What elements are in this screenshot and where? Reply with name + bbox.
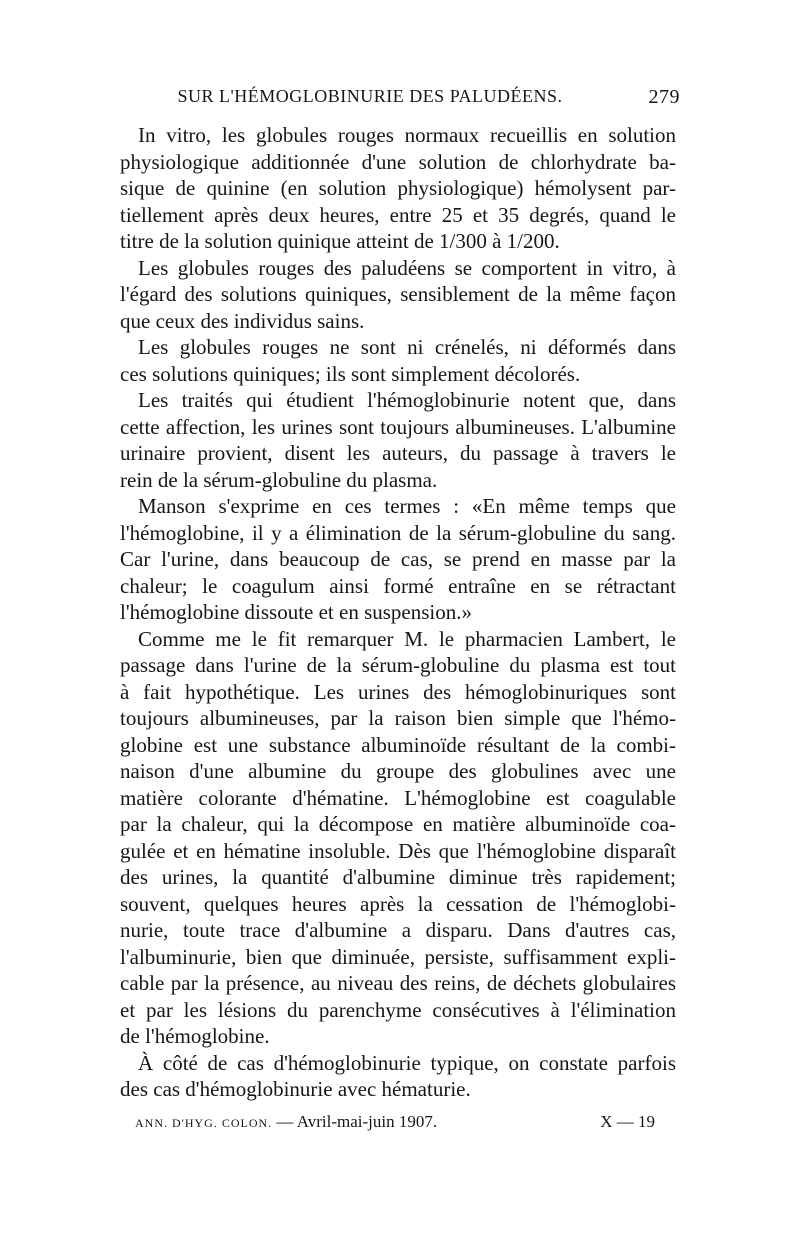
text-line: urinaire provient, disent les auteurs, du passage à travers le bbox=[120, 441, 676, 465]
text-line: matière colorante d'hématine. L'hémoglobine est coagulable bbox=[120, 785, 676, 810]
text-line: gulée et en hématine insoluble. Dès que l'hémoglobine disparaît bbox=[120, 838, 676, 863]
page-number: 279 bbox=[648, 86, 680, 108]
text-line: Les traités qui étudient l'hémoglobinurie notent que, dans bbox=[138, 388, 676, 412]
text-line: Les globules rouges des paludéens se comportent in vitro, à bbox=[138, 255, 676, 280]
text-line: cable par la présence, au niveau des reins, de déchets globulaires bbox=[120, 971, 676, 995]
text-line: de l'hémoglobine. bbox=[120, 1024, 270, 1048]
footer-citation bbox=[135, 1112, 437, 1132]
page-footer bbox=[135, 1112, 655, 1138]
text-line: tiellement après deux heures, entre 25 et 35 degrés, quand le bbox=[120, 202, 676, 227]
running-title: SUR L'HÉMOGLOBINURIE DES PALUDÉENS. bbox=[177, 86, 563, 106]
text-line: Car l'urine, dans beaucoup de cas, se prend en masse par la bbox=[120, 547, 676, 571]
text-line: que ceux des individus sains. bbox=[120, 308, 365, 333]
text-line: In vitro, les globules rouges normaux recueillis en solution bbox=[138, 123, 676, 147]
text-line: ces solutions quiniques; ils sont simplement décolorés. bbox=[120, 361, 581, 386]
text-line: globine est une substance albuminoïde résultant de la combi- bbox=[120, 732, 676, 757]
text-line: des urines, la quantité d'albumine diminue très rapidement; bbox=[120, 865, 676, 889]
text-line: l'égard des solutions quiniques, sensiblement de la même façon bbox=[120, 282, 676, 306]
footer-date: Avril-mai-juin 1907. bbox=[296, 1112, 438, 1131]
text-line: par la chaleur, qui la décompose en matière albuminoïde coa- bbox=[120, 812, 676, 836]
text-line: l'albuminurie, bien que diminuée, persiste, suffisamment expli- bbox=[120, 944, 676, 969]
running-head bbox=[120, 86, 680, 116]
text-line: À côté de cas d'hémoglobinurie typique, on constate parfois bbox=[138, 1050, 676, 1075]
text-line: Manson s'exprime en ces termes : «En même temps que bbox=[138, 494, 676, 518]
text-line: toujours albumineuses, par la raison bien simple que l'hémo- bbox=[120, 706, 676, 730]
footer-dash: — bbox=[276, 1112, 294, 1131]
text-line: souvent, quelques heures après la cessation de l'hémoglobi- bbox=[120, 891, 676, 916]
body-text bbox=[120, 122, 676, 1103]
text-line: titre de la solution quinique atteint de 1/300 à 1/200. bbox=[120, 229, 560, 253]
text-line: chaleur; le coagulum ainsi formé entraîne en se rétractant bbox=[120, 573, 676, 598]
text-line: physiologique additionnée d'une solution de chlorhydrate ba- bbox=[120, 149, 676, 174]
text-line: cette affection, les urines sont toujours albumineuses. L'albumine bbox=[120, 414, 676, 439]
text-line: rein de la sérum-globuline du plasma. bbox=[120, 467, 438, 492]
text-line: Comme me le fit remarquer M. le pharmacien Lambert, le bbox=[138, 626, 676, 651]
journal-abbreviation: ANN. D'HYG. COLON. bbox=[135, 1116, 273, 1130]
text-line: Les globules rouges ne sont ni crénelés, ni déformés dans bbox=[138, 335, 676, 359]
text-line: naison d'une albumine du groupe des globulines avec une bbox=[120, 759, 676, 783]
text-line: sique de quinine (en solution physiologique) hémolysent par- bbox=[120, 176, 676, 200]
text-line: nurie, toute trace d'albumine a disparu. Dans d'autres cas, bbox=[120, 918, 676, 942]
text-line: l'hémoglobine dissoute et en suspension.» bbox=[120, 600, 472, 624]
text-line: à fait hypothétique. Les urines des hémoglobinuriques sont bbox=[120, 679, 676, 704]
signature-mark: X — 19 bbox=[600, 1112, 655, 1131]
text-line: l'hémoglobine, il y a élimination de la sérum-globuline du sang. bbox=[120, 520, 676, 545]
text-line: et par les lésions du parenchyme consécutives à l'élimination bbox=[120, 997, 676, 1022]
text-line: des cas d'hémoglobinurie avec hématurie. bbox=[120, 1077, 471, 1101]
text-line: passage dans l'urine de la sérum-globuline du plasma est tout bbox=[120, 653, 676, 677]
